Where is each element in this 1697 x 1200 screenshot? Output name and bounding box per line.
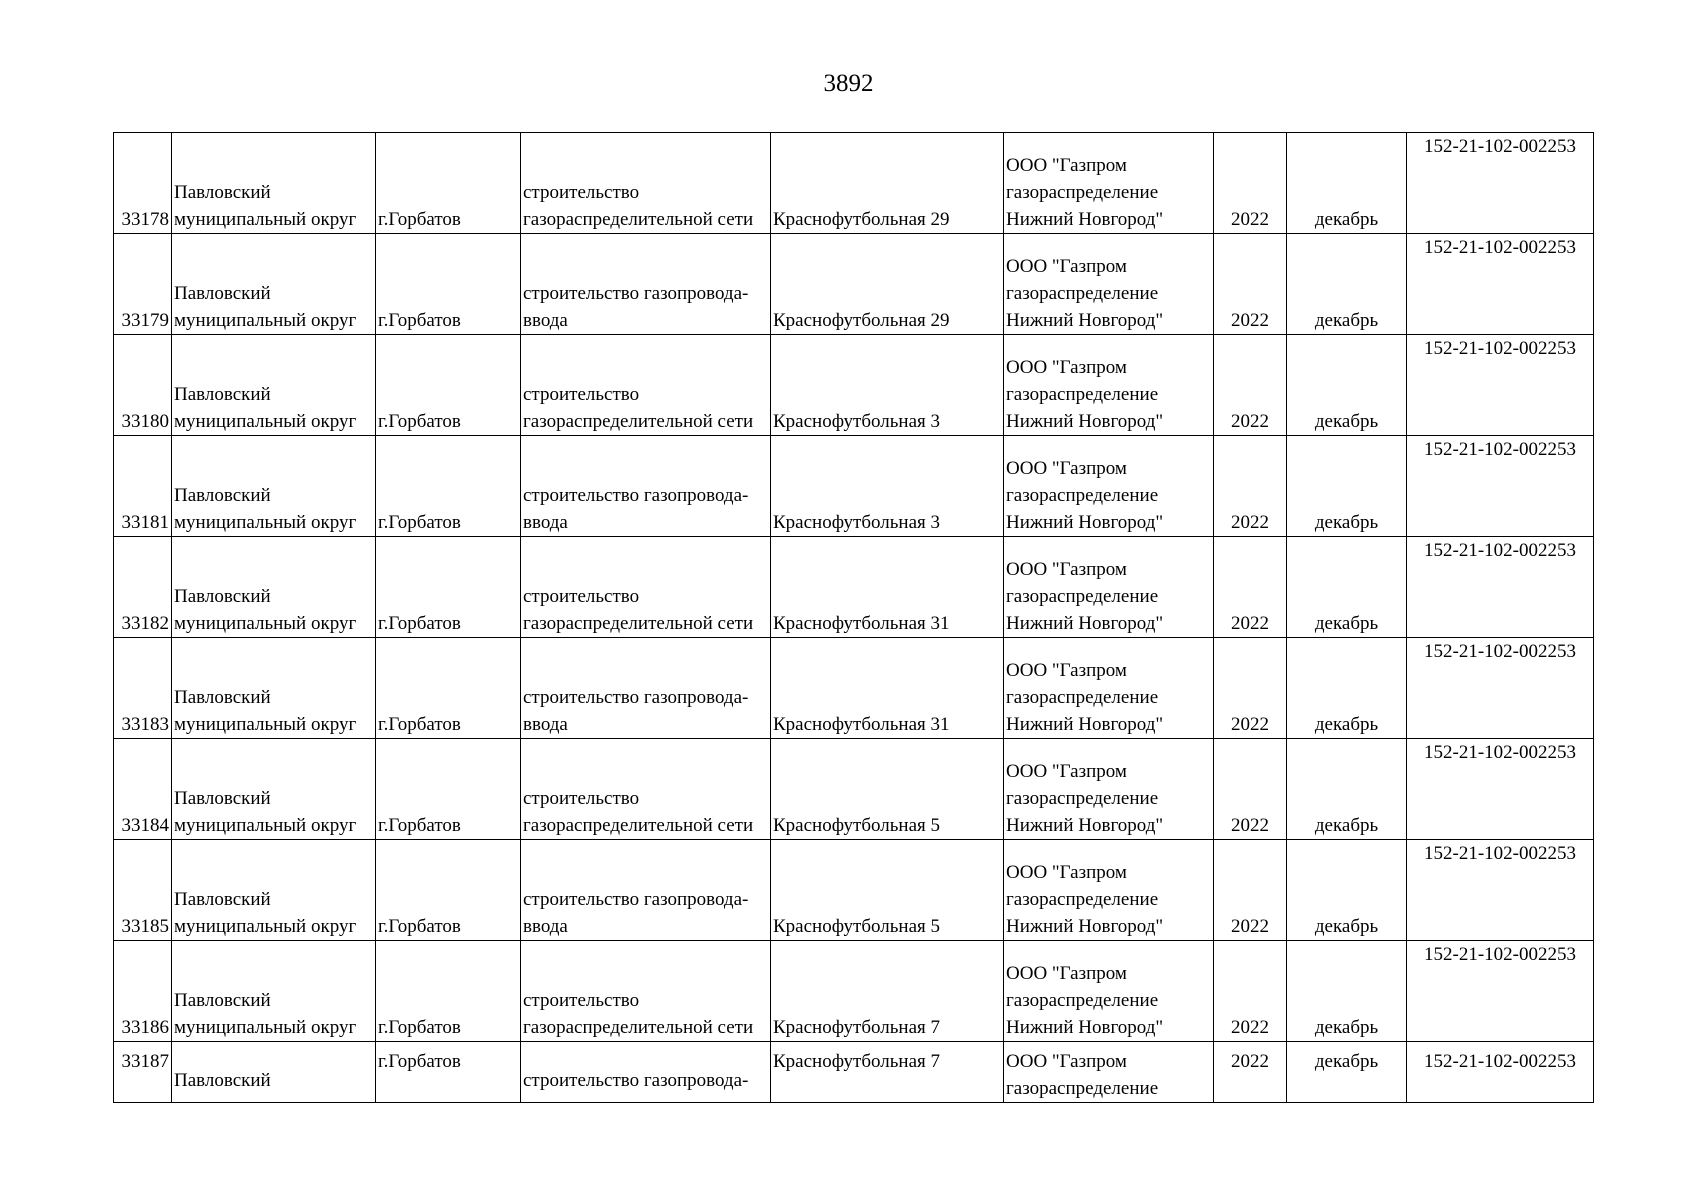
district-line: Павловский: [174, 889, 271, 910]
district-cell: [172, 436, 376, 537]
city-cell: г.Горбатов: [376, 739, 521, 840]
org-line: Нижний Новгород": [1006, 512, 1164, 533]
code-cell: 152-21-102-002253: [1407, 234, 1594, 335]
address-cell: Краснофутбольная 7: [771, 1042, 1004, 1103]
district-cell: [172, 234, 376, 335]
year-cell: 2022: [1214, 941, 1287, 1042]
row-number: 33187: [114, 1042, 172, 1103]
work-line: газораспределительной сети: [523, 1017, 754, 1038]
city-cell: г.Горбатов: [376, 133, 521, 234]
month-cell: декабрь: [1287, 436, 1407, 537]
district-line: муниципальный округ: [174, 512, 357, 533]
address-cell: Краснофутбольная 3: [771, 335, 1004, 436]
city-cell: г.Горбатов: [376, 537, 521, 638]
code-cell: 152-21-102-002253: [1407, 941, 1594, 1042]
district-line: муниципальный округ: [174, 209, 357, 230]
district-line: муниципальный округ: [174, 916, 357, 937]
page-number: 3892: [823, 70, 874, 97]
org-line: газораспределение: [1006, 182, 1159, 203]
table-row: [114, 133, 1594, 234]
district-line: муниципальный округ: [174, 411, 357, 432]
org-line: газораспределение: [1006, 1078, 1159, 1099]
district-line: муниципальный округ: [174, 1017, 357, 1038]
month-cell: декабрь: [1287, 1042, 1407, 1103]
address-cell: Краснофутбольная 7: [771, 941, 1004, 1042]
org-line: газораспределение: [1006, 788, 1159, 809]
month-cell: декабрь: [1287, 739, 1407, 840]
work-type-cell: [521, 941, 771, 1042]
organization-cell: [1004, 739, 1214, 840]
table-row-partial: [114, 1042, 1594, 1103]
row-number: 33178: [114, 133, 172, 234]
work-line: строительство: [523, 586, 640, 607]
organization-cell: [1004, 638, 1214, 739]
org-line: Нижний Новгород": [1006, 613, 1164, 634]
district-cell: [172, 335, 376, 436]
work-type-cell: [521, 537, 771, 638]
organization-cell: [1004, 537, 1214, 638]
city-cell: г.Горбатов: [376, 335, 521, 436]
org-line: ООО "Газпром: [1006, 155, 1127, 176]
year-cell: 2022: [1214, 133, 1287, 234]
work-line: ввода: [523, 916, 568, 937]
organization-cell: [1004, 840, 1214, 941]
year-cell: 2022: [1214, 234, 1287, 335]
org-line: ООО "Газпром: [1006, 357, 1127, 378]
city-cell: г.Горбатов: [376, 234, 521, 335]
table-row: [114, 335, 1594, 436]
district-cell: [172, 840, 376, 941]
work-line: строительство газопровода-: [523, 889, 749, 910]
org-line: Нижний Новгород": [1006, 209, 1164, 230]
address-cell: Краснофутбольная 31: [771, 638, 1004, 739]
work-type-cell: [521, 638, 771, 739]
row-number: 33185: [114, 840, 172, 941]
table-row: [114, 739, 1594, 840]
address-cell: Краснофутбольная 5: [771, 739, 1004, 840]
work-line: строительство: [523, 182, 640, 203]
year-cell: 2022: [1214, 335, 1287, 436]
month-cell: декабрь: [1287, 234, 1407, 335]
district-line: муниципальный округ: [174, 613, 357, 634]
district-line: Павловский: [174, 788, 271, 809]
row-number: 33183: [114, 638, 172, 739]
work-type-cell: [521, 739, 771, 840]
city-cell: г.Горбатов: [376, 840, 521, 941]
org-line: Нижний Новгород": [1006, 310, 1164, 331]
org-line: газораспределение: [1006, 384, 1159, 405]
code-cell: 152-21-102-002253: [1407, 1042, 1594, 1103]
work-type-cell: [521, 436, 771, 537]
work-line: ввода: [523, 512, 568, 533]
work-type-cell: [521, 335, 771, 436]
org-line: ООО "Газпром: [1006, 862, 1127, 883]
year-cell: 2022: [1214, 840, 1287, 941]
year-cell: 2022: [1214, 739, 1287, 840]
address-cell: Краснофутбольная 29: [771, 234, 1004, 335]
code-cell: 152-21-102-002253: [1407, 638, 1594, 739]
org-line: ООО "Газпром: [1006, 963, 1127, 984]
work-line: газораспределительной сети: [523, 411, 754, 432]
org-line: газораспределение: [1006, 283, 1159, 304]
organization-cell: [1004, 234, 1214, 335]
work-type-cell: [521, 840, 771, 941]
organization-cell: [1004, 436, 1214, 537]
work-line: ввода: [523, 714, 568, 735]
code-cell: 152-21-102-002253: [1407, 840, 1594, 941]
district-line: Павловский: [174, 485, 271, 506]
organization-cell: [1004, 133, 1214, 234]
org-line: ООО "Газпром: [1006, 660, 1127, 681]
code-cell: 152-21-102-002253: [1407, 739, 1594, 840]
row-number: 33179: [114, 234, 172, 335]
work-type-cell: [521, 1042, 771, 1103]
registry-rows: [114, 133, 1594, 1103]
city-cell: г.Горбатов: [376, 638, 521, 739]
org-line: газораспределение: [1006, 485, 1159, 506]
district-line: муниципальный округ: [174, 310, 357, 331]
row-number: 33182: [114, 537, 172, 638]
district-line: Павловский: [174, 990, 271, 1011]
district-cell: [172, 133, 376, 234]
org-line: Нижний Новгород": [1006, 916, 1164, 937]
month-cell: декабрь: [1287, 941, 1407, 1042]
organization-cell: [1004, 1042, 1214, 1103]
work-line: газораспределительной сети: [523, 815, 754, 836]
work-line: газораспределительной сети: [523, 209, 754, 230]
org-line: Нижний Новгород": [1006, 815, 1164, 836]
table-row: [114, 941, 1594, 1042]
district-line: Павловский: [174, 182, 271, 203]
org-line: Нижний Новгород": [1006, 411, 1164, 432]
year-cell: 2022: [1214, 638, 1287, 739]
address-cell: Краснофутбольная 31: [771, 537, 1004, 638]
registry-table: [113, 132, 1594, 1103]
org-line: газораспределение: [1006, 889, 1159, 910]
row-number: 33180: [114, 335, 172, 436]
district-line: Павловский: [174, 687, 271, 708]
work-type-cell: [521, 133, 771, 234]
work-line: строительство газопровода-: [523, 687, 749, 708]
org-line: ООО "Газпром: [1006, 458, 1127, 479]
org-line: Нижний Новгород": [1006, 714, 1164, 735]
work-line: газораспределительной сети: [523, 613, 754, 634]
table-row: [114, 537, 1594, 638]
month-cell: декабрь: [1287, 537, 1407, 638]
district-line: муниципальный округ: [174, 714, 357, 735]
district-cell: [172, 638, 376, 739]
org-line: Нижний Новгород": [1006, 1017, 1164, 1038]
code-cell: 152-21-102-002253: [1407, 335, 1594, 436]
city-cell: г.Горбатов: [376, 941, 521, 1042]
row-number: 33186: [114, 941, 172, 1042]
district-line: Павловский: [174, 586, 271, 607]
district-line: Павловский: [174, 283, 271, 304]
org-line: ООО "Газпром: [1006, 761, 1127, 782]
address-cell: Краснофутбольная 29: [771, 133, 1004, 234]
month-cell: декабрь: [1287, 133, 1407, 234]
code-cell: 152-21-102-002253: [1407, 133, 1594, 234]
address-cell: Краснофутбольная 3: [771, 436, 1004, 537]
month-cell: декабрь: [1287, 840, 1407, 941]
city-cell: г.Горбатов: [376, 436, 521, 537]
month-cell: декабрь: [1287, 638, 1407, 739]
org-line: газораспределение: [1006, 687, 1159, 708]
district-cell: [172, 941, 376, 1042]
district-cell: [172, 739, 376, 840]
table-row: [114, 436, 1594, 537]
year-cell: 2022: [1214, 1042, 1287, 1103]
org-line: газораспределение: [1006, 586, 1159, 607]
org-line: газораспределение: [1006, 990, 1159, 1011]
organization-cell: [1004, 941, 1214, 1042]
org-line: ООО "Газпром: [1006, 559, 1127, 580]
table-row: [114, 638, 1594, 739]
district-line: Павловский: [174, 384, 271, 405]
district-line: Павловский: [174, 1070, 271, 1091]
table-row: [114, 840, 1594, 941]
year-cell: 2022: [1214, 537, 1287, 638]
work-line: строительство газопровода-: [523, 1070, 749, 1091]
address-cell: Краснофутбольная 5: [771, 840, 1004, 941]
table-row: [114, 234, 1594, 335]
work-line: строительство: [523, 788, 640, 809]
district-cell: [172, 537, 376, 638]
work-type-cell: [521, 234, 771, 335]
work-line: строительство газопровода-: [523, 283, 749, 304]
work-line: строительство: [523, 384, 640, 405]
work-line: строительство газопровода-: [523, 485, 749, 506]
org-line: ООО "Газпром: [1006, 256, 1127, 277]
work-line: ввода: [523, 310, 568, 331]
year-cell: 2022: [1214, 436, 1287, 537]
organization-cell: [1004, 335, 1214, 436]
code-cell: 152-21-102-002253: [1407, 436, 1594, 537]
month-cell: декабрь: [1287, 335, 1407, 436]
city-cell: г.Горбатов: [376, 1042, 521, 1103]
district-cell: [172, 1042, 376, 1103]
spacer: [174, 1048, 373, 1067]
row-number: 33184: [114, 739, 172, 840]
row-number: 33181: [114, 436, 172, 537]
org-line: ООО "Газпром: [1006, 1051, 1127, 1072]
work-line: строительство: [523, 990, 640, 1011]
district-line: муниципальный округ: [174, 815, 357, 836]
code-cell: 152-21-102-002253: [1407, 537, 1594, 638]
spacer: [523, 1048, 768, 1067]
